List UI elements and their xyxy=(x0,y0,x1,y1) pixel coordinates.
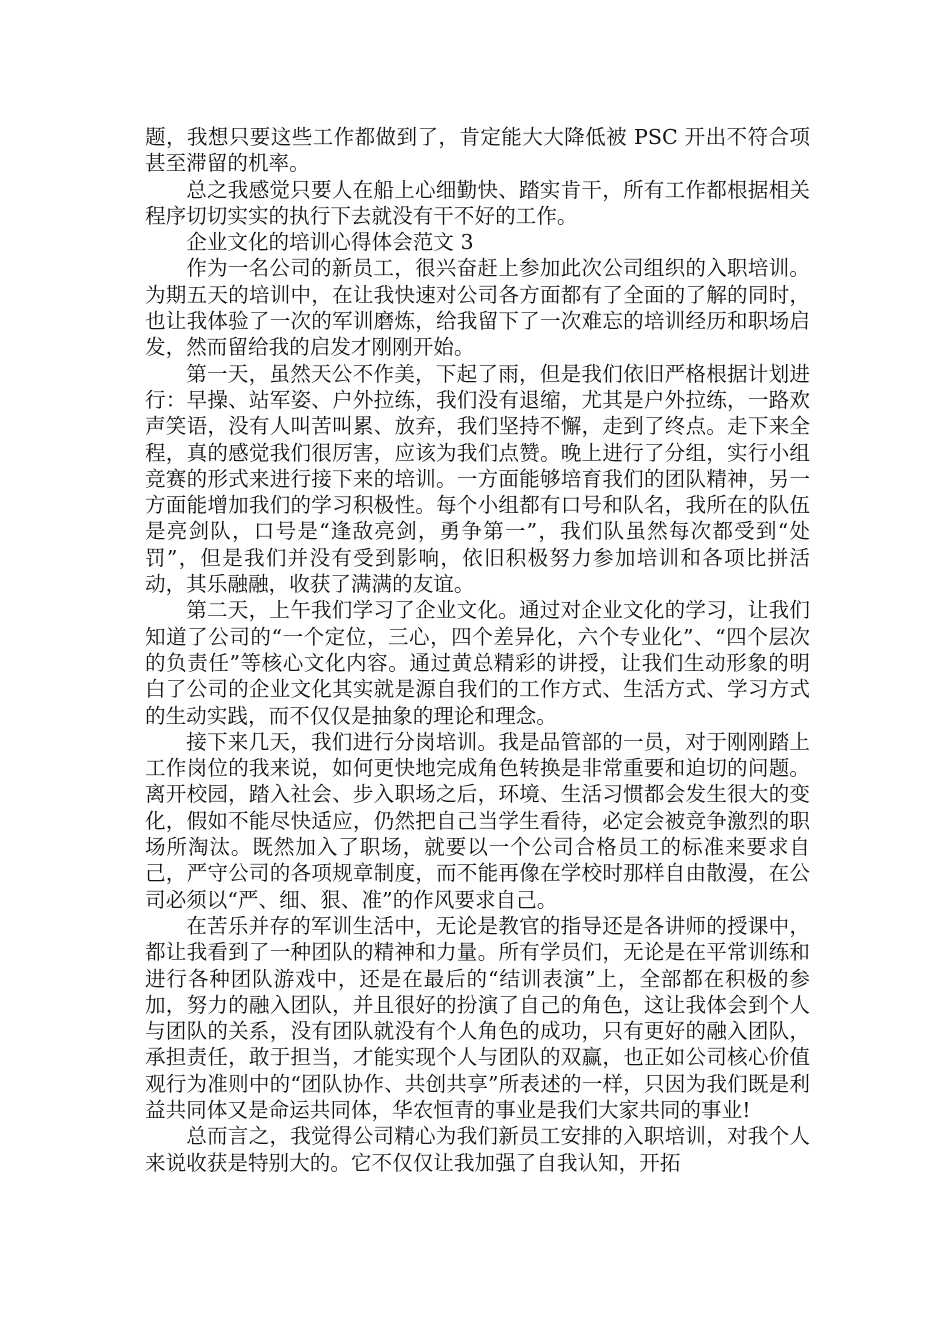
section-heading: 企业文化的培训心得体会范文 3 xyxy=(186,230,474,255)
paragraph-day-two: 第二天，上午我们学习了企业文化。通过对企业文化的学习，让我们知道了公司的“一个定位，三心，四个差异化，六个专业化”、“四个层次的负责任”等核心文化内容。通过黄总精彩的讲授，让我们生动形象的明白了公司的企业文化其实就是源自我们的工作方式、生活方式、学习方式的生动实践，而不仅仅是抽象的理论和理念。 xyxy=(145,598,810,728)
paragraph-conclusion: 总而言之，我觉得公司精心为我们新员工安排的入职培训，对我个人来说收获是特别大的。它不仅仅让我加强了自我认知，开拓 xyxy=(145,1124,810,1175)
paragraph-post-training: 接下来几天，我们进行分岗培训。我是品管部的一员，对于刚刚踏上工作岗位的我来说，如何更快地完成角色转换是非常重要和迫切的问题。离开校园，踏入社会、步入职场之后，环境、生活习惯都会发生很大的变化，假如不能尽快适应，仍然把自己当学生看待，必定会被竞争激烈的职场所淘汰。既然加入了职场，就要以一个公司合格员工的标准来要求自己，严守公司的各项规章制度，而不能再像在学校时那样自由散漫，在公司必须以“严、细、狠、准”的作风要求自己。 xyxy=(145,729,810,912)
document-body xyxy=(145,124,810,1176)
paragraph-summary: 总之我感觉只要人在船上心细勤快、踏实肯干，所有工作都根据相关程序切切实实的执行下去就没有干不好的工作。 xyxy=(145,177,810,228)
paragraph-continuation: 题，我想只要这些工作都做到了，肯定能大大降低被 PSC 开出不符合项甚至滞留的机率。 xyxy=(145,125,810,176)
paragraph-day-one: 第一天，虽然天公不作美，下起了雨，但是我们依旧严格根据计划进行：早操、站军姿、户外拉练，我们没有退缩，尤其是户外拉练，一路欢声笑语，没有人叫苦叫累、放弃，我们坚持不懈，走到了终点。走下来全程，真的感觉我们很厉害，应该为我们点赞。晚上进行了分组，实行小组竞赛的形式来进行接下来的培训。一方面能够培育我们的团队精神，另一方面能增加我们的学习积极性。每个小组都有口号和队名，我所在的队伍是亮剑队，口号是“逢敌亮剑，勇争第一”，我们队虽然每次都受到“处罚”，但是我们并没有受到影响，依旧积极努力参加培训和各项比拼活动，其乐融融，收获了满满的友谊。 xyxy=(145,361,810,597)
paragraph-teamwork: 在苦乐并存的军训生活中，无论是教官的指导还是各讲师的授课中，都让我看到了一种团队的精神和力量。所有学员们，无论是在平常训练和进行各种团队游戏中，还是在最后的“结训表演”上，全部都在积极的参加，努力的融入团队，并且很好的扮演了自己的角色，这让我体会到个人与团队的关系，没有团队就没有个人角色的成功，只有更好的融入团队，承担责任，敢于担当，才能实现个人与团队的双赢，也正如公司核心价值观行为准则中的“团队协作、共创共享”所表述的一样，只因为我们既是利益共同体又是命运共同体，华农恒青的事业是我们大家共同的事业! xyxy=(145,913,810,1122)
paragraph-intro: 作为一名公司的新员工，很兴奋赶上参加此次公司组织的入职培训。为期五天的培训中，在让我快速对公司各方面都有了全面的了解的同时，也让我体验了一次的军训磨炼，给我留下了一次难忘的培训经历和职场启发，然而留给我的启发才刚刚开始。 xyxy=(145,256,810,360)
